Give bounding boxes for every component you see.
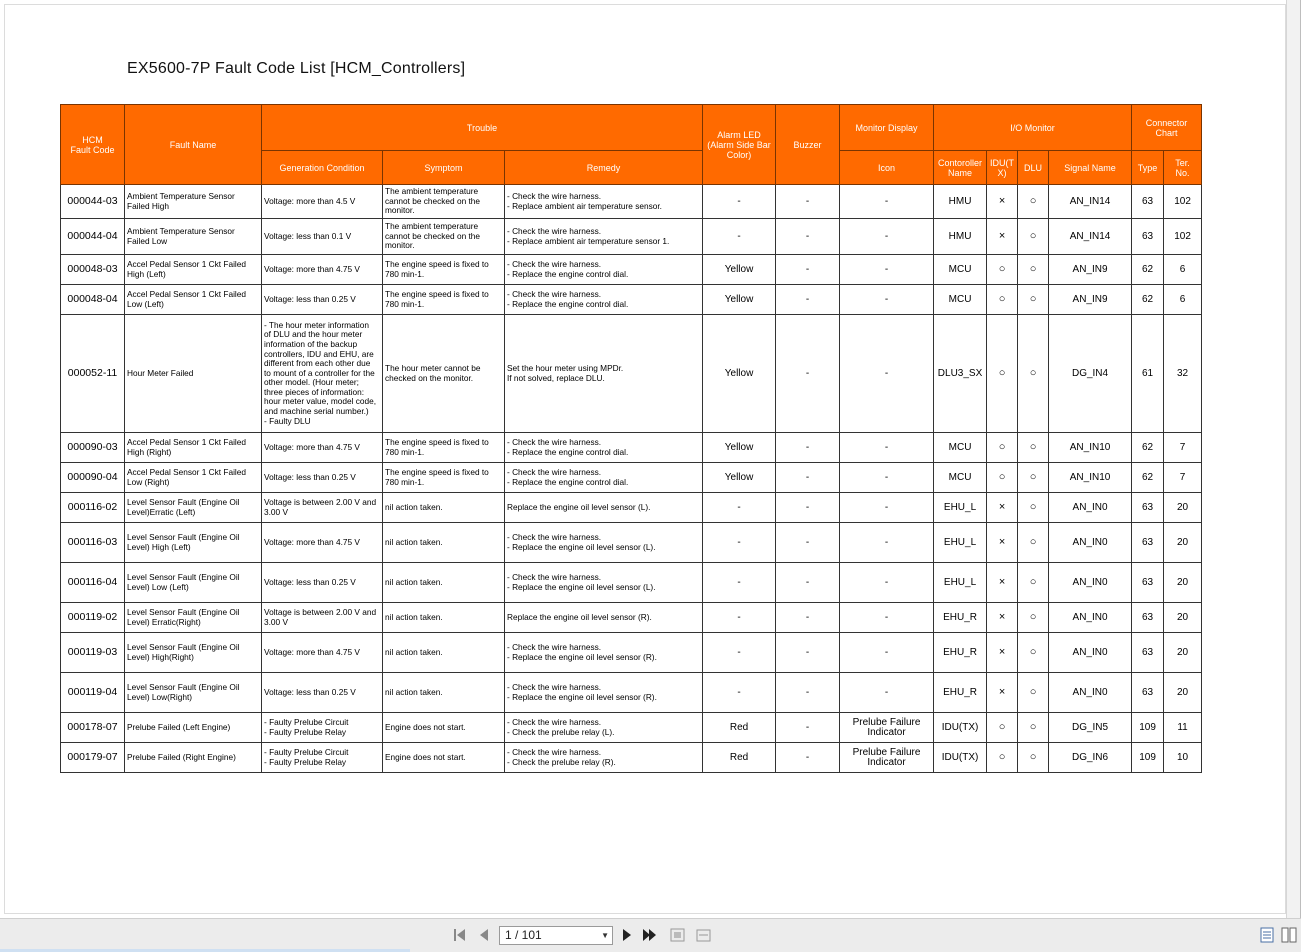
table-row	[61, 315, 1202, 433]
buzzer-cell: -	[776, 463, 840, 493]
fault-name-cell: Level Sensor Fault (Engine Oil Level) High(Right)	[125, 633, 262, 673]
header-ter-no: Ter. No.	[1164, 151, 1202, 185]
signal-name-cell: DG_IN5	[1049, 713, 1132, 743]
idu-tx-cell: ○	[987, 743, 1018, 773]
controller-name-cell: EHU_R	[934, 603, 987, 633]
signal-name-cell: AN_IN10	[1049, 433, 1132, 463]
table-row	[61, 523, 1202, 563]
dlu-cell: ○	[1018, 285, 1049, 315]
fault-name-cell: Accel Pedal Sensor 1 Ckt Failed Low (Right)	[125, 463, 262, 493]
header-monitor-display: Monitor Display	[840, 105, 934, 151]
two-page-view-icon[interactable]	[1281, 927, 1297, 945]
controller-name-cell: IDU(TX)	[934, 743, 987, 773]
type-cell: 62	[1132, 255, 1164, 285]
fault-code-cell: 000179-07	[61, 743, 125, 773]
ter-no-cell: 7	[1164, 433, 1202, 463]
header-signal-name: Signal Name	[1049, 151, 1132, 185]
dlu-cell: ○	[1018, 255, 1049, 285]
alarm-led-cell: -	[703, 673, 776, 713]
remedy-cell: Replace the engine oil level sensor (L).	[505, 493, 703, 523]
fault-code-cell: 000048-04	[61, 285, 125, 315]
monitor-icon-cell: -	[840, 493, 934, 523]
document-title: EX5600-7P Fault Code List [HCM_Controllers]	[127, 60, 466, 77]
fault-name-cell: Accel Pedal Sensor 1 Ckt Failed High (Left)	[125, 255, 262, 285]
fault-name-cell: Level Sensor Fault (Engine Oil Level) Low(Right)	[125, 673, 262, 713]
generation-condition-cell: Voltage: less than 0.1 V	[262, 219, 383, 255]
idu-tx-cell: ×	[987, 523, 1018, 563]
type-cell: 63	[1132, 603, 1164, 633]
header-controller-name: Contoroller Name	[934, 151, 987, 185]
alarm-led-cell: -	[703, 219, 776, 255]
symptom-cell: The ambient temperature cannot be checked on the monitor.	[383, 219, 505, 255]
signal-name-cell: AN_IN0	[1049, 563, 1132, 603]
buzzer-cell: -	[776, 523, 840, 563]
controller-name-cell: HMU	[934, 219, 987, 255]
generation-condition-cell: Voltage: less than 0.25 V	[262, 673, 383, 713]
remedy-cell: - Check the wire harness. - Replace the engine oil level sensor (R).	[505, 633, 703, 673]
fault-code-cell: 000090-03	[61, 433, 125, 463]
buzzer-cell: -	[776, 315, 840, 433]
ter-no-cell: 20	[1164, 633, 1202, 673]
signal-name-cell: AN_IN0	[1049, 493, 1132, 523]
fault-code-cell: 000119-02	[61, 603, 125, 633]
signal-name-cell: AN_IN10	[1049, 463, 1132, 493]
controller-name-cell: MCU	[934, 463, 987, 493]
header-type: Type	[1132, 151, 1164, 185]
alarm-led-cell: Yellow	[703, 433, 776, 463]
chevron-down-icon[interactable]: ▼	[601, 931, 609, 940]
ter-no-cell: 20	[1164, 673, 1202, 713]
alarm-led-cell: Yellow	[703, 463, 776, 493]
alarm-led-cell: Red	[703, 743, 776, 773]
table-row	[61, 285, 1202, 315]
header-buzzer: Buzzer	[776, 105, 840, 185]
monitor-icon-cell: -	[840, 315, 934, 433]
alarm-led-cell: -	[703, 523, 776, 563]
remedy-cell: Replace the engine oil level sensor (R).	[505, 603, 703, 633]
generation-condition-cell: Voltage: more than 4.5 V	[262, 185, 383, 219]
type-cell: 63	[1132, 563, 1164, 603]
idu-tx-cell: ○	[987, 255, 1018, 285]
table-row	[61, 633, 1202, 673]
alarm-led-cell: Red	[703, 713, 776, 743]
buzzer-cell: -	[776, 603, 840, 633]
monitor-icon-cell: -	[840, 563, 934, 603]
idu-tx-cell: ○	[987, 463, 1018, 493]
fault-code-cell: 000119-04	[61, 673, 125, 713]
fault-code-cell: 000090-04	[61, 463, 125, 493]
alarm-led-cell: Yellow	[703, 315, 776, 433]
type-cell: 62	[1132, 463, 1164, 493]
header-symptom: Symptom	[383, 151, 505, 185]
fault-code-cell: 000178-07	[61, 713, 125, 743]
table-row	[61, 255, 1202, 285]
type-cell: 63	[1132, 523, 1164, 563]
remedy-cell: - Check the wire harness. - Replace the engine oil level sensor (R).	[505, 673, 703, 713]
signal-name-cell: DG_IN6	[1049, 743, 1132, 773]
generation-condition-cell: Voltage: more than 4.75 V	[262, 523, 383, 563]
type-cell: 63	[1132, 185, 1164, 219]
remedy-cell: - Check the wire harness. - Replace the engine control dial.	[505, 285, 703, 315]
remedy-cell: - Check the wire harness. - Replace ambient air temperature sensor.	[505, 185, 703, 219]
dlu-cell: ○	[1018, 433, 1049, 463]
generation-condition-cell: Voltage is between 2.00 V and 3.00 V	[262, 603, 383, 633]
alarm-led-cell: -	[703, 493, 776, 523]
fault-code-cell: 000116-03	[61, 523, 125, 563]
idu-tx-cell: ×	[987, 633, 1018, 673]
alarm-led-cell: -	[703, 603, 776, 633]
header-connector-chart: Connector Chart	[1132, 105, 1202, 151]
fault-name-cell: Level Sensor Fault (Engine Oil Level) Erratic(Right)	[125, 603, 262, 633]
buzzer-cell: -	[776, 185, 840, 219]
alarm-led-cell: Yellow	[703, 285, 776, 315]
dlu-cell: ○	[1018, 185, 1049, 219]
fault-code-cell: 000116-04	[61, 563, 125, 603]
dlu-cell: ○	[1018, 523, 1049, 563]
alarm-led-cell: -	[703, 185, 776, 219]
controller-name-cell: MCU	[934, 433, 987, 463]
header-idu-tx: IDU(T X)	[987, 151, 1018, 185]
fault-name-cell: Ambient Temperature Sensor Failed Low	[125, 219, 262, 255]
generation-condition-cell: Voltage is between 2.00 V and 3.00 V	[262, 493, 383, 523]
remedy-cell: - Check the wire harness. - Replace the engine control dial.	[505, 433, 703, 463]
fault-name-cell: Level Sensor Fault (Engine Oil Level)Erratic (Left)	[125, 493, 262, 523]
ter-no-cell: 6	[1164, 285, 1202, 315]
type-cell: 63	[1132, 673, 1164, 713]
type-cell: 61	[1132, 315, 1164, 433]
remedy-cell: - Check the wire harness. - Replace ambient air temperature sensor 1.	[505, 219, 703, 255]
table-row	[61, 463, 1202, 493]
type-cell: 62	[1132, 433, 1164, 463]
buzzer-cell: -	[776, 219, 840, 255]
dlu-cell: ○	[1018, 633, 1049, 673]
generation-condition-cell: - The hour meter information of DLU and the hour meter information of the backup controllers, IDU and EHU, are different from each other due to mount of a controller for the other model. (Hour meter; three pieces of information: hour meter value, model code, and machine serial number.) - Faulty DLU	[262, 315, 383, 433]
type-cell: 109	[1132, 743, 1164, 773]
signal-name-cell: AN_IN9	[1049, 255, 1132, 285]
fault-code-cell: 000052-11	[61, 315, 125, 433]
remedy-cell: - Check the wire harness. - Replace the engine control dial.	[505, 463, 703, 493]
symptom-cell: Engine does not start.	[383, 743, 505, 773]
monitor-icon-cell: -	[840, 523, 934, 563]
fault-code-cell: 000119-03	[61, 633, 125, 673]
remedy-cell: - Check the wire harness. - Check the prelube relay (R).	[505, 743, 703, 773]
signal-name-cell: AN_IN0	[1049, 523, 1132, 563]
remedy-cell: - Check the wire harness. - Replace the engine oil level sensor (L).	[505, 523, 703, 563]
generation-condition-cell: Voltage: less than 0.25 V	[262, 463, 383, 493]
dlu-cell: ○	[1018, 743, 1049, 773]
remedy-cell: - Check the wire harness. - Replace the engine oil level sensor (L).	[505, 563, 703, 603]
dlu-cell: ○	[1018, 603, 1049, 633]
type-cell: 63	[1132, 633, 1164, 673]
fault-name-cell: Ambient Temperature Sensor Failed High	[125, 185, 262, 219]
fault-name-cell: Prelube Failed (Right Engine)	[125, 743, 262, 773]
buzzer-cell: -	[776, 255, 840, 285]
header-trouble: Trouble	[262, 105, 703, 151]
ter-no-cell: 102	[1164, 219, 1202, 255]
table-row	[61, 603, 1202, 633]
idu-tx-cell: ×	[987, 219, 1018, 255]
controller-name-cell: DLU3_SX	[934, 315, 987, 433]
controller-name-cell: HMU	[934, 185, 987, 219]
symptom-cell: Engine does not start.	[383, 713, 505, 743]
idu-tx-cell: ×	[987, 185, 1018, 219]
monitor-icon-cell: -	[840, 285, 934, 315]
signal-name-cell: AN_IN14	[1049, 185, 1132, 219]
table-row	[61, 433, 1202, 463]
fault-code-table	[60, 104, 1202, 773]
table-row	[61, 743, 1202, 773]
symptom-cell: nil action taken.	[383, 523, 505, 563]
ter-no-cell: 32	[1164, 315, 1202, 433]
table-row	[61, 219, 1202, 255]
single-page-view-icon[interactable]	[1259, 927, 1275, 945]
table-row	[61, 673, 1202, 713]
ter-no-cell: 7	[1164, 463, 1202, 493]
header-alarm-led: Alarm LED (Alarm Side Bar Color)	[703, 105, 776, 185]
type-cell: 63	[1132, 219, 1164, 255]
signal-name-cell: AN_IN0	[1049, 603, 1132, 633]
controller-name-cell: EHU_L	[934, 523, 987, 563]
dlu-cell: ○	[1018, 219, 1049, 255]
type-cell: 109	[1132, 713, 1164, 743]
next-page-icon[interactable]	[620, 927, 634, 945]
ter-no-cell: 20	[1164, 523, 1202, 563]
fault-name-cell: Accel Pedal Sensor 1 Ckt Failed Low (Left)	[125, 285, 262, 315]
idu-tx-cell: ○	[987, 285, 1018, 315]
header-hcm-fault-code: HCM Fault Code	[61, 105, 125, 185]
ter-no-cell: 10	[1164, 743, 1202, 773]
dlu-cell: ○	[1018, 463, 1049, 493]
generation-condition-cell: - Faulty Prelube Circuit - Faulty Prelube Relay	[262, 743, 383, 773]
dlu-cell: ○	[1018, 673, 1049, 713]
controller-name-cell: EHU_R	[934, 633, 987, 673]
buzzer-cell: -	[776, 633, 840, 673]
monitor-icon-cell: -	[840, 219, 934, 255]
vertical-scrollbar[interactable]	[1286, 0, 1300, 918]
page-number-field[interactable]	[499, 926, 613, 945]
symptom-cell: nil action taken.	[383, 563, 505, 603]
ter-no-cell: 20	[1164, 603, 1202, 633]
previous-page-icon[interactable]	[477, 927, 491, 945]
generation-condition-cell: Voltage: less than 0.25 V	[262, 563, 383, 603]
symptom-cell: nil action taken.	[383, 603, 505, 633]
header-dlu: DLU	[1018, 151, 1049, 185]
monitor-icon-cell: -	[840, 255, 934, 285]
fault-name-cell: Level Sensor Fault (Engine Oil Level) Low (Left)	[125, 563, 262, 603]
generation-condition-cell: Voltage: more than 4.75 V	[262, 433, 383, 463]
ter-no-cell: 102	[1164, 185, 1202, 219]
buzzer-cell: -	[776, 285, 840, 315]
ter-no-cell: 11	[1164, 713, 1202, 743]
type-cell: 63	[1132, 493, 1164, 523]
symptom-cell: nil action taken.	[383, 493, 505, 523]
fault-name-cell: Level Sensor Fault (Engine Oil Level) High (Left)	[125, 523, 262, 563]
idu-tx-cell: ○	[987, 713, 1018, 743]
monitor-icon-cell: Prelube Failure Indicator	[840, 713, 934, 743]
signal-name-cell: AN_IN0	[1049, 673, 1132, 713]
dlu-cell: ○	[1018, 563, 1049, 603]
first-page-icon[interactable]	[452, 927, 468, 945]
buzzer-cell: -	[776, 713, 840, 743]
symptom-cell: The hour meter cannot be checked on the monitor.	[383, 315, 505, 433]
monitor-icon-cell: Prelube Failure Indicator	[840, 743, 934, 773]
generation-condition-cell: - Faulty Prelube Circuit - Faulty Prelube Relay	[262, 713, 383, 743]
header-io-monitor: I/O Monitor	[934, 105, 1132, 151]
header-remedy: Remedy	[505, 151, 703, 185]
buzzer-cell: -	[776, 673, 840, 713]
signal-name-cell: AN_IN0	[1049, 633, 1132, 673]
buzzer-cell: -	[776, 433, 840, 463]
symptom-cell: The engine speed is fixed to 780 min-1.	[383, 255, 505, 285]
monitor-icon-cell: -	[840, 603, 934, 633]
fit-page-icon[interactable]	[669, 927, 687, 945]
symptom-cell: nil action taken.	[383, 673, 505, 713]
buzzer-cell: -	[776, 743, 840, 773]
ter-no-cell: 20	[1164, 493, 1202, 523]
header-generation-condition: Generation Condition	[262, 151, 383, 185]
controller-name-cell: IDU(TX)	[934, 713, 987, 743]
controller-name-cell: EHU_L	[934, 493, 987, 523]
idu-tx-cell: ×	[987, 673, 1018, 713]
monitor-icon-cell: -	[840, 463, 934, 493]
controller-name-cell: EHU_L	[934, 563, 987, 603]
type-cell: 62	[1132, 285, 1164, 315]
table-row	[61, 563, 1202, 603]
dlu-cell: ○	[1018, 493, 1049, 523]
signal-name-cell: DG_IN4	[1049, 315, 1132, 433]
generation-condition-cell: Voltage: more than 4.75 V	[262, 633, 383, 673]
fault-name-cell: Accel Pedal Sensor 1 Ckt Failed High (Right)	[125, 433, 262, 463]
symptom-cell: The ambient temperature cannot be checked on the monitor.	[383, 185, 505, 219]
idu-tx-cell: ×	[987, 563, 1018, 603]
idu-tx-cell: ○	[987, 315, 1018, 433]
symptom-cell: The engine speed is fixed to 780 min-1.	[383, 285, 505, 315]
last-page-icon[interactable]	[642, 927, 658, 945]
generation-condition-cell: Voltage: more than 4.75 V	[262, 255, 383, 285]
table-row	[61, 185, 1202, 219]
symptom-cell: nil action taken.	[383, 633, 505, 673]
fault-name-cell: Prelube Failed (Left Engine)	[125, 713, 262, 743]
monitor-icon-cell: -	[840, 673, 934, 713]
controller-name-cell: EHU_R	[934, 673, 987, 713]
alarm-led-cell: -	[703, 633, 776, 673]
dlu-cell: ○	[1018, 713, 1049, 743]
fault-code-cell: 000048-03	[61, 255, 125, 285]
monitor-icon-cell: -	[840, 185, 934, 219]
remedy-cell: - Check the wire harness. - Replace the engine control dial.	[505, 255, 703, 285]
dlu-cell: ○	[1018, 315, 1049, 433]
controller-name-cell: MCU	[934, 285, 987, 315]
table-row	[61, 493, 1202, 523]
page-indicator: 1 / 101	[505, 928, 542, 942]
buzzer-cell: -	[776, 563, 840, 603]
monitor-icon-cell: -	[840, 633, 934, 673]
fit-width-icon[interactable]	[695, 927, 713, 945]
signal-name-cell: AN_IN14	[1049, 219, 1132, 255]
remedy-cell: Set the hour meter using MPDr. If not solved, replace DLU.	[505, 315, 703, 433]
fault-name-cell: Hour Meter Failed	[125, 315, 262, 433]
header-fault-name: Fault Name	[125, 105, 262, 185]
symptom-cell: The engine speed is fixed to 780 min-1.	[383, 463, 505, 493]
table-row	[61, 713, 1202, 743]
alarm-led-cell: -	[703, 563, 776, 603]
ter-no-cell: 20	[1164, 563, 1202, 603]
buzzer-cell: -	[776, 493, 840, 523]
controller-name-cell: MCU	[934, 255, 987, 285]
idu-tx-cell: ○	[987, 433, 1018, 463]
generation-condition-cell: Voltage: less than 0.25 V	[262, 285, 383, 315]
signal-name-cell: AN_IN9	[1049, 285, 1132, 315]
header-icon: Icon	[840, 151, 934, 185]
alarm-led-cell: Yellow	[703, 255, 776, 285]
fault-code-cell: 000044-03	[61, 185, 125, 219]
idu-tx-cell: ×	[987, 603, 1018, 633]
remedy-cell: - Check the wire harness. - Check the prelube relay (L).	[505, 713, 703, 743]
navigation-toolbar	[0, 918, 1301, 952]
fault-code-cell: 000116-02	[61, 493, 125, 523]
monitor-icon-cell: -	[840, 433, 934, 463]
idu-tx-cell: ×	[987, 493, 1018, 523]
ter-no-cell: 6	[1164, 255, 1202, 285]
fault-code-cell: 000044-04	[61, 219, 125, 255]
symptom-cell: The engine speed is fixed to 780 min-1.	[383, 433, 505, 463]
